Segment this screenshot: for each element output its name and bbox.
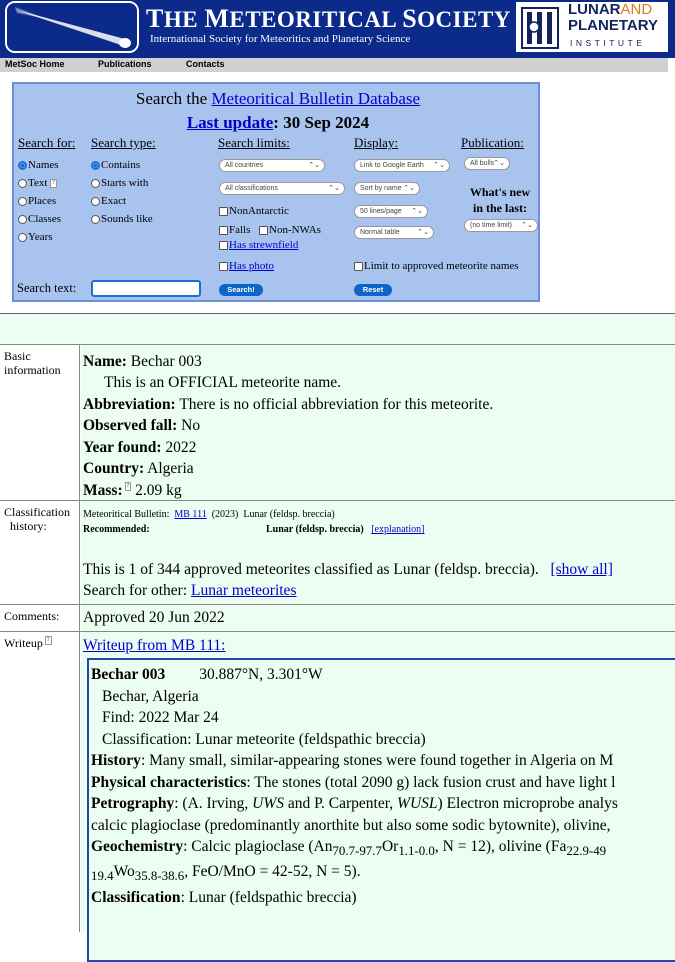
- search-panel: [12, 82, 540, 302]
- chevron-updown-icon: ⌃⌄: [521, 222, 533, 229]
- comments-value: [81, 605, 675, 632]
- radio[interactable]: [18, 215, 27, 224]
- petrography-line: Petrography: (A. Irving, UWS and P. Carpenter, WUSL) Electron microprobe analys: [91, 795, 618, 812]
- search-type-starts-with[interactable]: Starts with: [91, 177, 148, 189]
- checkbox[interactable]: [259, 226, 268, 235]
- table-header-row: [0, 313, 675, 345]
- classification-label: Classification history:: [0, 501, 80, 605]
- history-line: History: Many small, similar-appearing stones were found together in Algeria on M: [91, 752, 614, 769]
- last-update-link[interactable]: Last update: [186, 113, 274, 132]
- year-found-line: Year found: 2022: [83, 439, 197, 456]
- classification-row: [0, 500, 675, 605]
- lpi-logo[interactable]: [516, 2, 668, 52]
- sort-select[interactable]: Sort by name ⌃⌄: [354, 182, 420, 195]
- recommended-key: Recommended:: [83, 524, 150, 535]
- checkbox[interactable]: [219, 226, 228, 235]
- radio[interactable]: [91, 179, 100, 188]
- lpi-institute-text: INSTITUTE: [570, 38, 646, 48]
- search-for-places[interactable]: Places: [18, 195, 56, 207]
- radio[interactable]: [18, 179, 27, 188]
- search-other-line: Search for other: Lunar meteorites: [83, 582, 297, 599]
- limit-approved-checkbox[interactable]: Limit to approved meteorite names: [354, 260, 519, 272]
- chevron-updown-icon: ⌃⌄: [411, 208, 423, 215]
- last-update: Last update: 30 Sep 2024: [186, 113, 370, 132]
- classification-value: [81, 501, 675, 605]
- basic-info-row: [0, 344, 675, 501]
- radio[interactable]: [18, 197, 27, 206]
- countries-select[interactable]: All countries ⌃⌄: [219, 159, 325, 172]
- display-label: Display:: [354, 135, 399, 150]
- search-type-sounds-like[interactable]: Sounds like: [91, 213, 153, 225]
- checkbox[interactable]: [219, 241, 228, 250]
- search-for-names[interactable]: Names: [18, 159, 59, 171]
- observed-fall-line: Observed fall: No: [83, 417, 201, 434]
- mb-111-link[interactable]: MB 111: [174, 509, 207, 520]
- chevron-updown-icon: ⌃⌄: [433, 162, 445, 169]
- writeup-location: Bechar, Algeria: [102, 688, 199, 705]
- bulletin-database-link[interactable]: Meteoritical Bulletin Database: [211, 89, 421, 108]
- chevron-updown-icon: ⌃⌄: [308, 162, 320, 169]
- search-text-label: Search text:: [17, 281, 77, 295]
- checkbox[interactable]: [354, 262, 363, 271]
- non-nwas-checkbox[interactable]: Non-NWAs: [259, 224, 321, 236]
- meteor-streak-icon: [7, 3, 137, 51]
- falls-checkbox[interactable]: Falls: [219, 224, 250, 236]
- nav-contacts[interactable]: Contacts: [186, 59, 225, 69]
- radio[interactable]: [91, 197, 100, 206]
- nonantarctic-checkbox[interactable]: NonAntarctic: [219, 205, 289, 217]
- physical-line: Physical characteristics: The stones (total 2090 g) lack fusion crust and have light l: [91, 774, 616, 791]
- chevron-updown-icon: ⌃⌄: [493, 160, 505, 167]
- chevron-updown-icon: ⌃⌄: [403, 185, 415, 192]
- lpi-building-icon: [518, 2, 562, 52]
- writeup-mb-link[interactable]: Writeup from MB 111:: [83, 637, 226, 654]
- radio[interactable]: [91, 215, 100, 224]
- search-text-input[interactable]: [91, 280, 201, 297]
- search-type-contains[interactable]: Contains: [91, 159, 140, 171]
- comments-label: Comments:: [0, 605, 80, 632]
- show-all-link[interactable]: [show all]: [550, 561, 613, 578]
- bulletin-select[interactable]: All bulls ⌃⌄: [464, 157, 510, 170]
- search-for-text[interactable]: Text ?: [18, 177, 57, 189]
- petrography-line-2: calcic plagioclase (predominantly anorthite but also some sodic bytownite), olivine,: [91, 817, 611, 834]
- nav-publications[interactable]: Publications: [98, 59, 152, 69]
- lpi-wordmark: LUNARAND PLANETARY: [568, 1, 658, 34]
- search-title: Search the Meteoritical Bulletin Database: [135, 89, 421, 108]
- mb-classification-line: Meteoritical Bulletin: MB 111 (2023) Lunar (feldsp. breccia): [83, 509, 335, 520]
- search-limits-label: Search limits:: [218, 135, 290, 150]
- google-earth-select[interactable]: Link to Google Earth ⌃⌄: [354, 159, 450, 172]
- country-line: Country: Algeria: [83, 460, 194, 477]
- checkbox[interactable]: [219, 207, 228, 216]
- geochemistry-line: Geochemistry: Calcic plagioclase ($An_{70.7-97.7}Or_{1.1-0.0}$, N = 12), olivine ($Fa_{22.9-49}$: [91, 838, 607, 859]
- name-line: Name: Bechar 003: [83, 353, 202, 370]
- search-for-label: Search for:: [18, 135, 76, 150]
- approved-count-line: This is 1 of 344 approved meteorites classified as Lunar (feldsp. breccia). [show all]: [83, 561, 613, 578]
- nav-bar: [0, 58, 668, 72]
- recommended-line: Lunar (feldsp. breccia) [explanation]: [266, 524, 425, 535]
- search-for-classes[interactable]: Classes: [18, 213, 61, 225]
- writeup-box: [87, 658, 675, 962]
- strewnfield-checkbox[interactable]: Has strewnfield: [219, 239, 298, 251]
- classifications-select[interactable]: All classifications ⌃⌄: [219, 182, 345, 195]
- nav-metsoc-home[interactable]: MetSoc Home: [5, 59, 65, 69]
- header-cell: [0, 314, 675, 345]
- help-icon[interactable]: ?: [126, 483, 130, 489]
- site-header: [0, 0, 675, 58]
- photo-checkbox[interactable]: Has photo: [219, 260, 274, 272]
- reset-button[interactable]: Reset: [354, 284, 392, 296]
- basic-info-label: Basic information: [0, 345, 80, 501]
- official-line: This is an OFFICIAL meteorite name.: [104, 374, 342, 391]
- publication-label: Publication:: [461, 135, 524, 150]
- lunar-meteorites-link[interactable]: Lunar meteorites: [191, 582, 297, 599]
- comments-row: [0, 604, 675, 632]
- chevron-updown-icon: ⌃⌄: [328, 185, 340, 192]
- writeup-classification: Classification: Lunar meteorite (feldspathic breccia): [102, 731, 426, 748]
- lines-per-page-select[interactable]: 50 lines/page ⌃⌄: [354, 205, 428, 218]
- search-button[interactable]: Search!: [219, 284, 263, 296]
- table-style-select[interactable]: Normal table ⌃⌄: [354, 226, 434, 239]
- time-limit-select[interactable]: (no time limit) ⌃⌄: [464, 219, 538, 232]
- radio-selected[interactable]: [18, 161, 27, 170]
- checkbox[interactable]: [219, 262, 228, 271]
- basic-info-value: [81, 345, 675, 501]
- help-icon[interactable]: ?: [52, 179, 56, 186]
- writeup-link-line: [83, 637, 225, 655]
- writeup-value: [81, 632, 675, 932]
- help-icon[interactable]: ?: [46, 637, 50, 643]
- radio[interactable]: [18, 233, 27, 242]
- geochemistry-line-2: $_{19.4}Wo_{35.8-38.6}$, FeO/MnO = 42-52, N = 5).: [91, 863, 361, 884]
- writeup-find: Find: 2022 Mar 24: [102, 709, 219, 726]
- chevron-updown-icon: ⌃⌄: [417, 229, 429, 236]
- final-classification-line: Classification: Lunar (feldspathic breccia): [91, 889, 357, 906]
- abbreviation-line: Abbreviation: There is no official abbreviation for this meteorite.: [83, 396, 494, 413]
- explanation-link[interactable]: [explanation]: [371, 524, 425, 535]
- search-type-label: Search type:: [91, 135, 156, 150]
- search-for-years[interactable]: Years: [18, 231, 53, 243]
- writeup-label: Writeup ?: [0, 632, 80, 932]
- writeup-row: [0, 631, 675, 932]
- radio-selected[interactable]: [91, 161, 100, 170]
- site-subtitle: International Society for Meteoritics and Planetary Science: [150, 33, 411, 45]
- writeup-title-line: Bechar 003 30.887°N, 3.301°W: [91, 666, 323, 683]
- meteor-logo[interactable]: [5, 1, 139, 53]
- search-type-exact[interactable]: Exact: [91, 195, 126, 207]
- approved-date: Approved 20 Jun 2022: [83, 609, 225, 626]
- site-title[interactable]: THE METEORITICAL SOCIETY: [146, 4, 511, 33]
- whats-new-label: What's new in the last:: [469, 185, 531, 215]
- mass-line: Mass: ? 2.09 kg: [83, 482, 182, 499]
